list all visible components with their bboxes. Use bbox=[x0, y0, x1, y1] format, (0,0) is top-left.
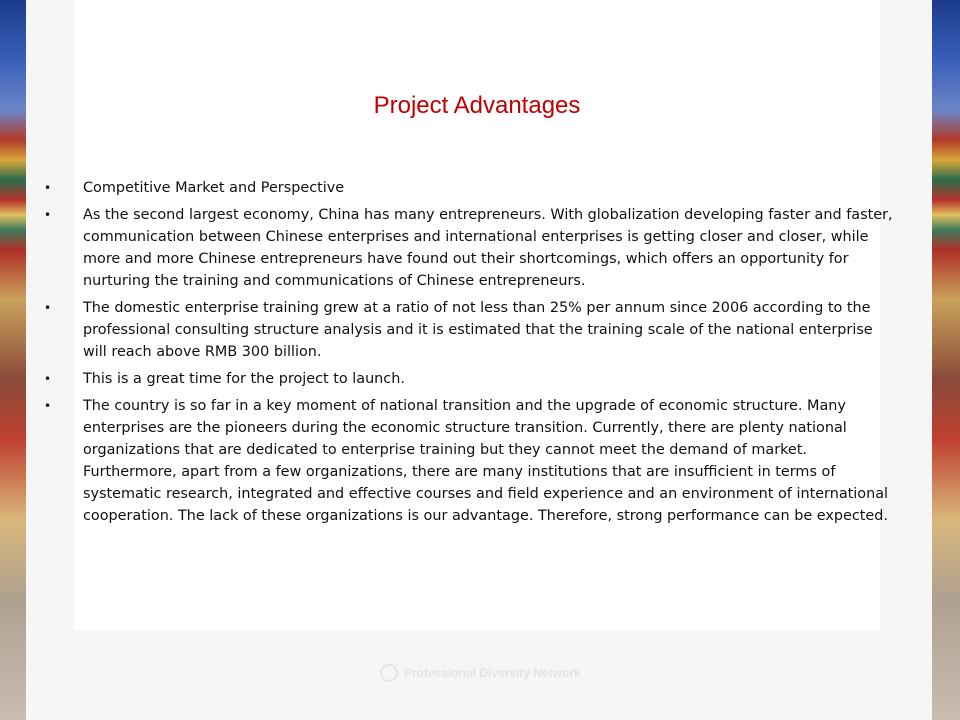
watermark-text: Professional Diversity Network bbox=[404, 666, 581, 680]
bullet-text: As the second largest economy, China has many entrepreneurs. With globalization developing faster and faster, communication between Chinese enterprises and international enterprises is getting closer and closer, while more and more Chinese entrepreneurs have found out their shortcomings, which offers an opportunity for nurturing the training and communications of Chinese entrepreneurs. bbox=[83, 207, 893, 289]
bullet-icon: • bbox=[44, 181, 52, 195]
bullet-item bbox=[44, 204, 900, 292]
bullet-item bbox=[44, 368, 900, 390]
bullet-item bbox=[44, 297, 900, 363]
watermark bbox=[380, 664, 581, 682]
bullet-icon: • bbox=[44, 208, 52, 222]
bullet-icon: • bbox=[44, 372, 52, 386]
bullet-item bbox=[44, 177, 900, 199]
bullet-list bbox=[44, 177, 900, 532]
watermark-logo-icon bbox=[380, 664, 398, 682]
bullet-text: This is a great time for the project to launch. bbox=[83, 371, 405, 387]
bullet-icon: • bbox=[44, 399, 52, 413]
bullet-icon: • bbox=[44, 301, 52, 315]
bullet-item bbox=[44, 395, 900, 527]
bullet-text: The domestic enterprise training grew at a ratio of not less than 25% per annum since 2006 according to the professional consulting structure analysis and it is estimated that the training scale of the national enterprise will reach above RMB 300 billion. bbox=[83, 300, 873, 360]
bullet-text: The country is so far in a key moment of national transition and the upgrade of economic structure. Many enterprises are the pioneers during the economic structure transition. Currently, there are plenty national organizations that are dedicated to enterprise training but they cannot meet the demand of market. Furthermore, apart from a few organizations, there are many institutions that are insufficient in terms of systematic research, integrated and effective courses and field experience and an environment of international cooperation. The lack of these organizations is our advantage. Therefore, strong performance can be expected. bbox=[83, 398, 889, 524]
slide-title: Project Advantages bbox=[373, 92, 581, 119]
bullet-text: Competitive Market and Perspective bbox=[83, 180, 345, 196]
